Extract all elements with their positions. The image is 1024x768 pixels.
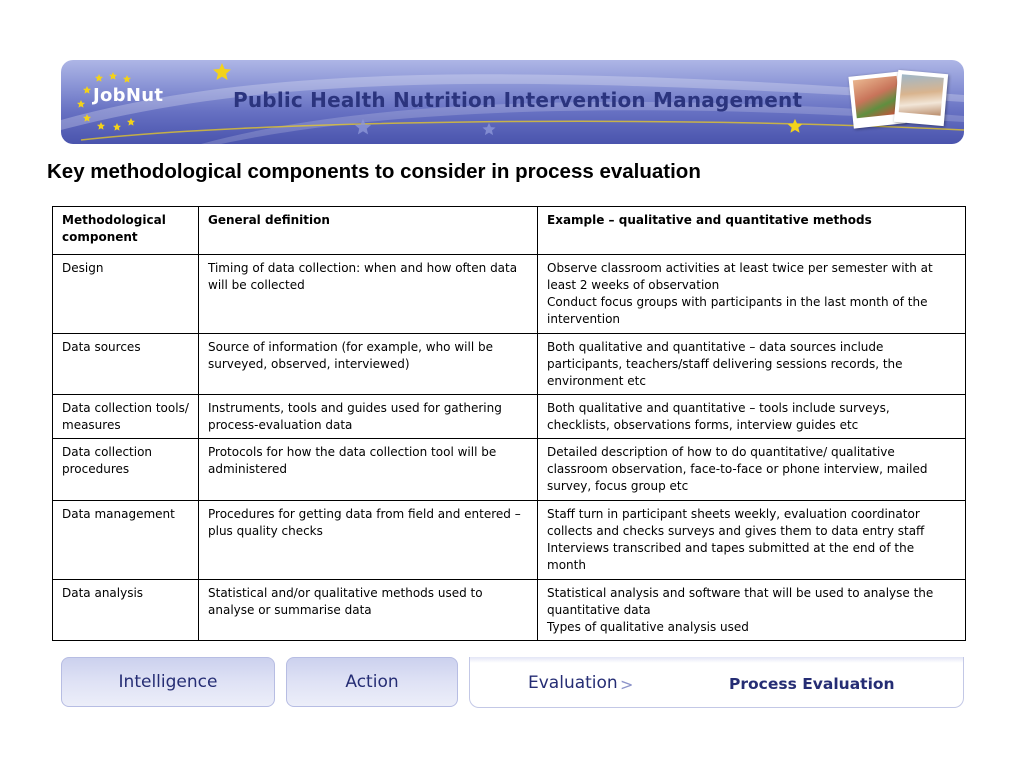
cell-definition: Protocols for how the data collection tool will be administered	[199, 439, 538, 501]
star-icon	[83, 114, 91, 122]
table-header-row	[53, 207, 966, 255]
nav-process-evaluation-link[interactable]: Process Evaluation	[729, 675, 895, 693]
header-component: Methodological component	[53, 207, 199, 255]
example-line: Types of qualitative analysis used	[547, 620, 749, 634]
cell-example	[538, 334, 966, 395]
photo-icon	[894, 70, 948, 126]
cell-definition: Source of information (for example, who will be surveyed, observed, interviewed)	[199, 334, 538, 395]
star-icon	[97, 122, 105, 130]
page-title: Key methodological components to consider in process evaluation	[47, 160, 701, 183]
example-line: Statistical analysis and software that will be used to analyse the quantitative data	[547, 586, 934, 617]
nav-tab-evaluation	[469, 657, 964, 708]
header-example: Example – qualitative and quantitative methods	[538, 207, 966, 255]
star-icon	[123, 75, 131, 83]
table-row	[53, 255, 966, 334]
star-icon	[786, 118, 804, 136]
cell-example	[538, 580, 966, 641]
star-icon	[77, 100, 85, 108]
table-row	[53, 334, 966, 395]
star-icon	[109, 72, 117, 80]
cell-example	[538, 439, 966, 501]
cell-definition: Instruments, tools and guides used for gathering process-evaluation data	[199, 395, 538, 439]
nav-evaluation-link[interactable]: Evaluation	[528, 673, 618, 693]
cell-component: Data analysis	[53, 580, 199, 641]
cell-example	[538, 501, 966, 580]
banner-title: Public Health Nutrition Intervention Management	[233, 88, 803, 112]
nav-active-fade	[470, 657, 963, 663]
table-row	[53, 580, 966, 641]
methods-table	[52, 206, 966, 641]
example-line: Observe classroom activities at least twice per semester with at least 2 weeks of observation	[547, 261, 933, 292]
header-banner	[61, 60, 964, 144]
logo-text: JobNut	[93, 85, 164, 106]
example-line: Detailed description of how to do quantitative/ qualitative classroom observation, face-to-face or phone interview, mailed survey, focus group etc	[547, 445, 928, 493]
cell-component: Data management	[53, 501, 199, 580]
star-icon	[113, 123, 121, 131]
breadcrumb-arrow-icon: >	[620, 675, 634, 694]
star-icon	[95, 74, 103, 82]
cell-component: Data collection tools/ measures	[53, 395, 199, 439]
star-icon	[481, 122, 497, 138]
example-line: Both qualitative and quantitative – data sources include participants, teachers/staff delivering sessions records, the environment etc	[547, 340, 903, 388]
star-icon	[353, 118, 373, 138]
cell-definition: Statistical and/or qualitative methods used to analyse or summarise data	[199, 580, 538, 641]
nav-tab-action-label: Action	[345, 672, 399, 692]
cell-definition: Procedures for getting data from field and entered – plus quality checks	[199, 501, 538, 580]
cell-example	[538, 255, 966, 334]
table-row	[53, 439, 966, 501]
cell-component: Data collection procedures	[53, 439, 199, 501]
cell-definition: Timing of data collection: when and how often data will be collected	[199, 255, 538, 334]
nav-tab-intelligence-label: Intelligence	[118, 672, 218, 692]
star-icon	[83, 86, 91, 94]
star-icon	[127, 118, 135, 126]
header-definition: General definition	[199, 207, 538, 255]
cell-component: Design	[53, 255, 199, 334]
example-line: Staff turn in participant sheets weekly, evaluation coordinator collects and checks surveys and gives them to data entry staff	[547, 507, 925, 538]
cell-example	[538, 395, 966, 439]
nav-tab-action[interactable]	[286, 657, 458, 707]
table-row	[53, 501, 966, 580]
example-line: Both qualitative and quantitative – tools include surveys, checklists, observations forms, interview guides etc	[547, 401, 890, 432]
example-line: Conduct focus groups with participants in the last month of the intervention	[547, 295, 928, 326]
example-line: Interviews transcribed and tapes submitted at the end of the month	[547, 541, 915, 572]
nav-tab-intelligence[interactable]	[61, 657, 275, 707]
table-row	[53, 395, 966, 439]
cell-component: Data sources	[53, 334, 199, 395]
star-icon	[211, 62, 233, 84]
